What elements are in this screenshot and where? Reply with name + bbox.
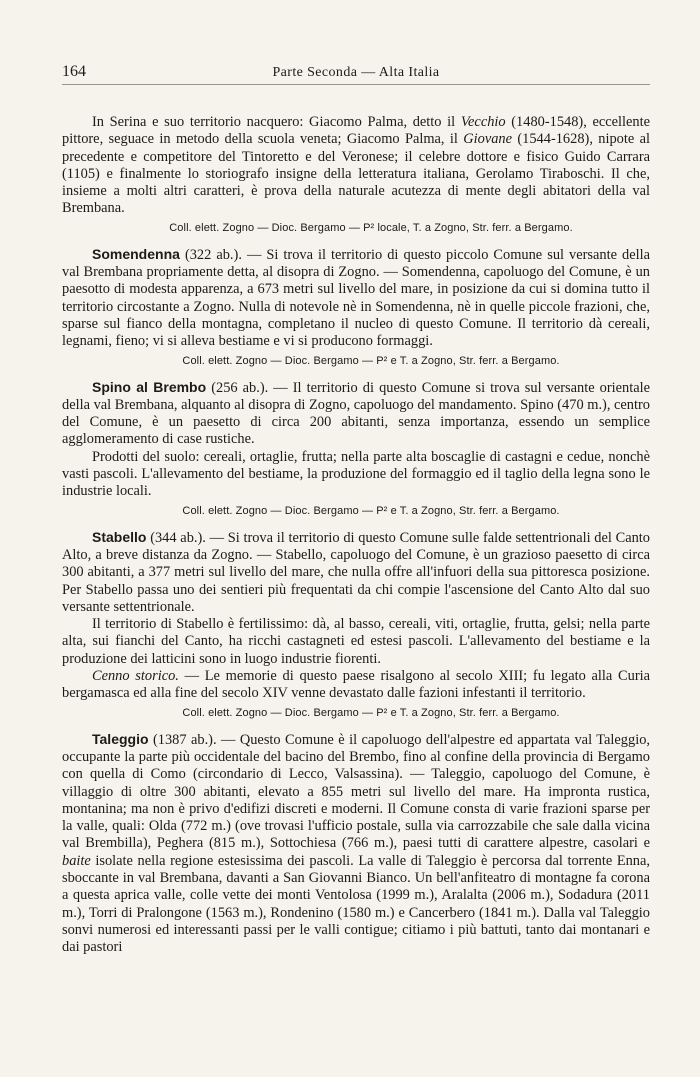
somendenna-paragraph: Somendenna (322 ab.). — Si trova il territorio di questo piccolo Comune sul versante della val Brembana propriamente detta, al disopra di Zogno. — Somendenna, capoluogo del Comune, è un paesotto di modesta apparenza, a 673 metri sul livello del mare, in posizione da cui si domina tutto il territorio circostante a Zogno. Nulla di notevole nè in Somendenna, nè in quelle piccole frazioni, che, sparse sul fianco della montagna, completano il nucleo di questo Comune. Il territorio dà cereali, legnami, fieno; vi si alleva bestiame e vi si producono formaggi.: [62, 245, 650, 350]
intro-paragraph: In Serina e suo territorio nacquero: Giacomo Palma, detto il Vecchio (1480-1548), eccellente pittore, seguace in metodo della scuola veneta; Giacomo Palma, il Giovane (1544-1628), nipote al precedente e competitore del Tintoretto e del Veronese; il celebre dottore e fisico Guido Carrara (1105) e finalmente lo storiografo insigne della letteratura italiana, Gerolamo Tiraboschi. Il che, insieme a molti altri caratteri, è prova della naturale acutezza di mente degli abitatori della val Brembana.: [62, 114, 650, 217]
stabello-paragraph-2: Il territorio di Stabello è fertilissimo: dà, al basso, cereali, viti, ortaglie, frutta, gelsi; nella parte alta, sui fianchi del Canto, ha ricchi castagneti ed estesi pascoli. L'allevamento del bestiame e la produzione dei latticini sono in luogo industrie fiorenti.: [62, 616, 650, 667]
entry-stabello: [62, 529, 650, 722]
stabello-historical-note: Cenno storico. — Le memorie di questo paese risalgono al secolo XIII; fu legato alla Curia bergamasca ed alla fine del secolo XIV venne devastato dalle fazioni infestanti il territorio.: [62, 668, 651, 702]
spino-paragraph-2: Prodotti del suolo: cereali, ortaglie, frutta; nella parte alta boscaglie di castagni e cedue, nonchè vasti pascoli. L'allevamento del bestiame, la produzione del formaggio ed il taglio della legna sono le industrie locali.: [62, 448, 650, 500]
entry-taleggio: [62, 731, 650, 957]
page-number: 164: [62, 63, 86, 80]
entry-name: Taleggio: [92, 730, 149, 747]
entry-spino-al-brembo: [62, 379, 650, 520]
entry-name: Spino al Brembo: [92, 378, 207, 395]
entry-name: Somendenna: [92, 245, 180, 262]
intro-electoral-note: Coll. elett. Zogno — Dioc. Bergamo — P² locale, T. a Zogno, Str. ferr. a Bergamo.: [169, 221, 573, 234]
spino-paragraph: Spino al Brembo (256 ab.). — Il territorio di questo Comune si trova sul versante orientale della val Brembana, alquanto al disopra di Zogno, capoluogo del mandamento. Spino (470 m.), centro del Comune, è un paesetto di circa 200 abitanti, senza importanza, essendo un semplice agglomeramento di case rustiche.: [62, 378, 651, 448]
running-header: [62, 63, 650, 85]
taleggio-paragraph: Taleggio (1387 ab.). — Questo Comune è il capoluogo dell'alpestre ed appartata val Taleggio, occupante la parte più occidentale del bacino del Brembo, fino al confine della provincia di Bergamo con quella di Como (circondario di Lecco, Valsassina). — Taleggio, capoluogo del Comune, è villaggio di oltre 300 abitanti, elevato a 855 metri sul livello del mare. Ha impronta rustica, montanina; ma non è privo d'edifizi discreti e moderni. Il Comune consta di varie frazioni sparse per la valle, quali: Olda (772 m.) (ove trovasi l'ufficio postale, sulla via carrozzabile che sale dalla vicina val Brembilla), Peghera (815 m.), Sottochiesa (766 m.), paesi tutti di carattere alpestre, casolari e baite isolate nella regione estesissima dei pascoli. La valle di Taleggio è percorsa dal torrente Enna, sboccante in val Brembana, davanti a San Giovanni Bianco. Un bell'anfiteatro di montagne fa corona a questa aprica valle, colle vette dei monti Ventolosa (1999 m.), Aralalta (2006 m.), Sodadura (2011 m.), Torri di Pralongone (1563 m.), Rondenino (1580 m.) e Cancerbero (1841 m.). Dalla val Taleggio sonvi numerosi ed interessanti passi per le valli contigue; citiamo i più battuti, tanto dai montanari e dai pastori: [62, 730, 650, 956]
somendenna-electoral-note: Coll. elett. Zogno — Dioc. Bergamo — P² e T. a Zogno, Str. ferr. a Bergamo.: [182, 354, 560, 367]
entry-name: Stabello: [92, 528, 147, 545]
entry-somendenna: [62, 246, 650, 370]
page-body: [62, 114, 650, 956]
spino-electoral-note: Coll. elett. Zogno — Dioc. Bergamo — P² e T. a Zogno, Str. ferr. a Bergamo.: [182, 504, 560, 517]
stabello-paragraph: Stabello (344 ab.). — Si trova il territorio di questo Comune sulle falde settentrionali del Canto Alto, a breve distanza da Zogno. — Stabello, capoluogo del Comune, è un grazioso paesetto di circa 300 abitanti, a 377 metri sul livello del mare, che nulla offre all'infuori della sua pittoresca posizione. Per Stabello passa uno dei sentieri più frequentati da chi compie l'ascensione del Canto Alto dal suo versante settentrionale.: [62, 528, 650, 615]
running-title: Parte Seconda — Alta Italia: [272, 65, 440, 80]
stabello-electoral-note: Coll. elett. Zogno — Dioc. Bergamo — P² e T. a Zogno, Str. ferr. a Bergamo.: [182, 706, 560, 719]
